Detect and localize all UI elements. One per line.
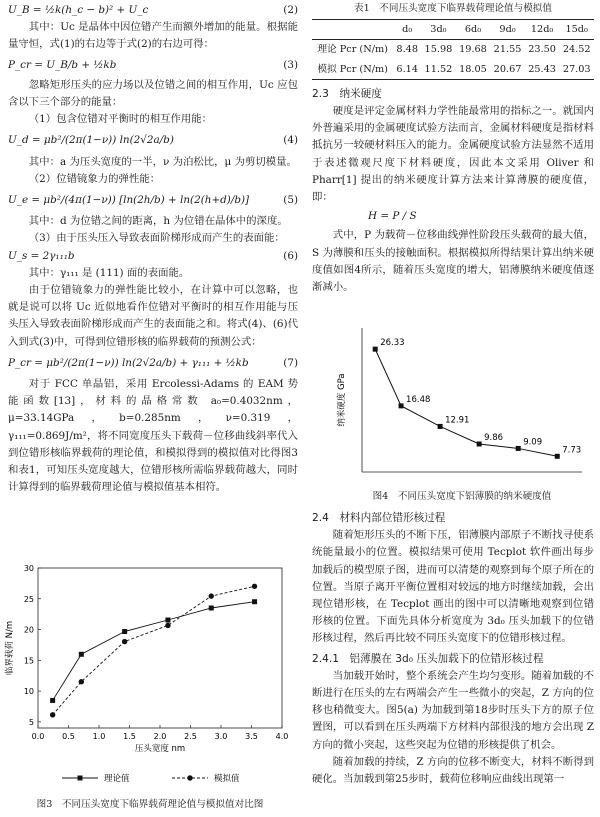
data-point	[438, 424, 443, 429]
table-row	[312, 60, 594, 80]
data-point	[209, 593, 214, 598]
table-1-title: 表1 不同压头宽度下临界载荷理论值与模拟值	[354, 3, 552, 14]
data-point	[122, 639, 127, 644]
list-item: （1）包含位错对平衡时的相互作用能：	[28, 113, 213, 126]
table-cell: 11.52	[421, 60, 456, 80]
x-tick-label: 4.0	[275, 732, 289, 741]
data-point	[399, 403, 404, 408]
data-point	[516, 446, 521, 451]
table-cell: 24.52	[559, 40, 594, 60]
paragraph: 由于位错镜象力的弹性能比较小，在计算中可以忽略，也就是说可以将 Uc 近似地看作位错对平衡时的相互作用能与压头压入导致表面阶梯形成而产生的表面能之和。将式(4)、(6)代入到式(3)中，可得到位错形核的临界载荷的预测公式：	[8, 284, 298, 348]
data-point	[165, 623, 170, 628]
x-tick-label: 1.5	[123, 732, 136, 741]
table-header-cell: 3d₀	[421, 20, 456, 40]
data-point	[165, 618, 170, 623]
paragraph: 随着加载的持续，Z 方向的位移不断变大，材料不断得到硬化。当加载到第25步时，载荷位移响应曲线出现第一	[312, 755, 594, 786]
legend-label: 模拟值	[214, 774, 240, 784]
equation-7-body: P_cr = μb²/(2π(1−ν)) ln(2√2a/b) + γ₁₁₁ + ½kb	[8, 356, 249, 369]
equation-hardness-body: H = P / S	[368, 210, 417, 223]
data-point	[50, 698, 55, 703]
table-cell: 27.03	[559, 60, 594, 80]
series-line	[53, 602, 255, 701]
table-header-cell: 12d₀	[525, 20, 560, 40]
data-point	[252, 599, 257, 604]
paragraph: 式中，P 为载荷－位移曲线弹性阶段压头载荷的最大值，S 为薄膜和压头的接触面积。根据模拟所得结果计算出纳米硬度值如图4所示，随着压头宽度的增大，铝薄膜纳米硬度值逐渐减小。	[312, 229, 594, 294]
right-column	[312, 0, 594, 296]
data-point	[477, 442, 482, 447]
x-tick-label: 0.0	[31, 732, 45, 741]
data-label: 7.73	[562, 445, 582, 456]
data-label: 16.48	[406, 394, 431, 405]
equation-5-number: (5)	[283, 194, 298, 207]
table-cell: 理论 Pcr (N/m)	[312, 40, 393, 60]
equation-7	[8, 355, 298, 372]
figure-3	[0, 560, 300, 810]
figure-4-chart	[332, 322, 592, 482]
equation-4	[8, 132, 298, 149]
table-header-cell	[312, 20, 393, 40]
data-point	[50, 712, 55, 717]
table-cell: 20.67	[490, 60, 525, 80]
equation-4-body: U_d = μb²/(2π(1−ν)) ln(2√2a/b)	[8, 134, 174, 147]
data-point	[122, 629, 127, 634]
data-label: 9.86	[484, 433, 504, 444]
equation-3-number: (3)	[283, 58, 298, 71]
data-label: 12.91	[445, 415, 470, 426]
y-axis-label: 纳米硬度 GPa	[337, 373, 347, 427]
table-cell: 模拟 Pcr (N/m)	[312, 60, 393, 80]
table-header-cell: 9d₀	[490, 20, 525, 40]
y-tick-label: 20	[23, 625, 34, 635]
table-cell: 23.50	[525, 40, 560, 60]
x-axis-label: 压头宽度 nm	[134, 744, 186, 754]
legend-marker	[187, 775, 192, 780]
data-label: 9.09	[523, 437, 543, 448]
x-tick-label: 3.5	[245, 732, 258, 741]
paragraph: 对于 FCC 单晶铝，采用 Ercolessi-Adams 的 EAM 势能函数[13]，材料的晶格常数 a₀=0.4032nm，μ=33.14GPa，b=0.285nm，ν=0.319，γ₁₁₁=0.869J/m²，将不同宽度压头下载荷－位移曲线斜率代入到位错形核临界载荷的理论值，和模拟得到的模拟值对比得图3和表1，可知压头宽度越大，位错形核所需临界载荷越大，同时计算得到的临界载荷理论值与模拟值基本相符。	[8, 378, 298, 494]
plot-frame	[38, 568, 282, 728]
right-column-lower	[312, 510, 594, 788]
table-cell: 19.68	[456, 40, 491, 60]
equation-3	[8, 57, 298, 74]
legend-label: 理论值	[104, 774, 130, 784]
y-tick-label: 30	[23, 564, 34, 573]
left-column	[8, 0, 298, 496]
equation-hardness	[312, 208, 594, 225]
paragraph: 其中：Uc 是晶体中因位错产生而额外增加的能量。根据能量守恒，式(1)的右边等于式(2)的右边可得：	[8, 21, 298, 51]
paragraph: 硬度是评定金属材料力学性能最常用的指标之一。就国内外普遍采用的金属硬度试验方法而言，金属材料硬度是指材料抵抗另一较硬材料压入的能力。金属硬度试验方法显然不适用于表述微观尺度下材料硬度，因此本文采用 Oliver 和 Pharr[1] 提出的纳米硬度计算方法来计算薄膜的硬度值，即：	[312, 105, 594, 204]
equation-6	[8, 248, 298, 265]
section-heading: 2.3 纳米硬度	[312, 87, 382, 100]
data-point	[209, 606, 214, 611]
figure-4-caption: 图4 不同压头宽度下铝薄膜的纳米硬度值	[372, 491, 552, 502]
table-header-row	[312, 20, 594, 40]
table-cell: 6.14	[393, 60, 421, 80]
equation-4-number: (4)	[283, 134, 298, 147]
list-item: （2）位错镜象力的弹性能：	[28, 172, 161, 185]
paragraph: 其中：a 为压头宽度的一半，ν 为泊松比，μ 为剪切模量。	[28, 155, 297, 168]
section-heading: 2.4 材料内部位错形核过程	[312, 512, 446, 524]
equation-2-body: U_B = ½k(h_c − b)² + U_c	[8, 4, 149, 16]
data-point	[373, 347, 378, 352]
list-item: （3）由于压头压入导致表面阶梯形成而产生的表面能：	[28, 232, 285, 245]
table-cell: 21.55	[490, 40, 525, 60]
figure-3-caption: 图3 不同压头宽度下临界载荷理论值与模拟值对比图	[36, 799, 264, 810]
y-axis-label: 临界载荷 N/m	[5, 620, 15, 676]
data-point	[555, 454, 560, 459]
paragraph: 其中：d 为位错之间的距离，h 为位错在晶体中的深度。	[28, 215, 288, 228]
x-tick-label: 1.0	[92, 732, 106, 741]
table-cell: 15.98	[421, 40, 456, 60]
data-point	[252, 584, 257, 589]
table-cell: 25.43	[525, 60, 560, 80]
y-tick-label: 25	[23, 594, 34, 604]
x-tick-label: 0.5	[62, 732, 75, 741]
equation-7-number: (7)	[283, 356, 298, 369]
subsection-heading: 2.4.1 铝薄膜在 3d₀ 压头加载下的位错形核过程	[312, 652, 544, 665]
data-label: 26.33	[380, 338, 405, 349]
equation-5	[8, 192, 298, 209]
equation-3-body: P_cr = U_B/b + ½kb	[8, 58, 117, 71]
equation-2-number: (2)	[283, 4, 298, 16]
y-tick-label: 10	[23, 687, 34, 697]
figure-4	[332, 322, 592, 502]
table-row	[312, 40, 594, 60]
y-tick-label: 15	[23, 656, 34, 666]
equation-5-body: U_e = μb²/(4π(1−ν)) [ln(2h/b) + ln(2(h+d)/b)]	[8, 194, 250, 207]
x-tick-label: 3.0	[214, 732, 228, 741]
table-cell: 8.48	[393, 40, 421, 60]
table-header-cell: 6d₀	[456, 20, 491, 40]
legend-marker	[78, 776, 83, 781]
figure-3-chart	[0, 560, 300, 790]
table-1	[312, 19, 594, 80]
table-header-cell: d₀	[393, 20, 421, 40]
data-point	[79, 652, 84, 657]
x-tick-label: 2.5	[184, 732, 197, 741]
table-cell: 18.05	[456, 60, 491, 80]
x-tick-label: 2.0	[153, 732, 167, 741]
equation-2	[8, 2, 298, 19]
equation-6-body: U_s = 2γ₁₁₁b	[8, 249, 75, 262]
paragraph: 当加载开始时，整个系统会产生均匀变形。随着加载的不断进行在压头的左右两端会产生一些微小的突起，Z 方向的位移也稍微变大。图5(a) 为加载到第18步时压头下方的原子位置图，可以看到在压头两端下方材料内部很浅的地方会出现 Z 方向的微小突起，这些突起为位错的形核提供了机会。	[312, 669, 594, 751]
y-tick-label: 5	[28, 717, 34, 727]
paragraph: 忽略矩形压头的应力场以及位错之间的相互作用，Uc 应包含以下三个部分的能量：	[8, 78, 298, 109]
paragraph: 随着矩形压头的不断下压，铝薄膜内部原子不断找寻使系统能量最小的位置。模拟结果可使用 Tecplot 软件画出每步加载后的模型原子图，进而可以清楚的观察到每个原子所在的位置。当原子离开平衡位置相对较远的地方时继续加载，会出现位错形核，在 Tecplot 画出的图中可以清晰地观察到位错形核的位置。下面先具体分析宽度为 3d₀ 压头加载下的位错形核过程，然后再比较不同压头宽度下的位错形核过程。	[312, 529, 594, 645]
data-point	[79, 679, 84, 684]
series-line	[53, 586, 255, 715]
equation-6-number: (6)	[283, 249, 298, 262]
paragraph: 其中：γ₁₁₁ 是 (111) 面的表面能。	[28, 266, 190, 279]
table-header-cell: 15d₀	[559, 20, 594, 40]
